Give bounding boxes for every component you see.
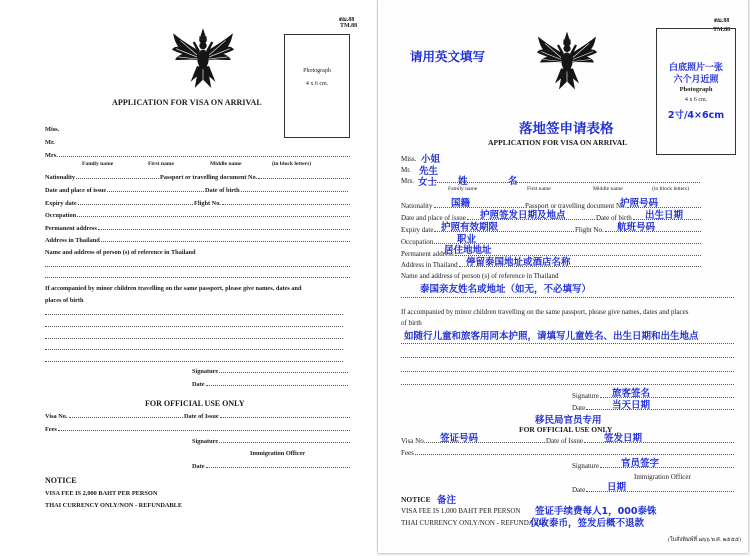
fees-label: Fees xyxy=(45,426,57,433)
form-title: APPLICATION FOR VISA ON ARRIVAL xyxy=(112,98,262,107)
children-fill-line xyxy=(401,357,734,358)
passport-label: Passport or travelling document No. xyxy=(525,202,627,210)
reference-fill-line xyxy=(401,297,734,298)
flight-label: Flight No. xyxy=(194,200,221,207)
form-title: APPLICATION FOR VISA ON ARRIVAL xyxy=(488,138,628,147)
flight-note: 航班号码 xyxy=(617,222,656,233)
flight-label: Flight No. xyxy=(575,226,604,234)
permanent-address-fill-line xyxy=(98,229,350,230)
children-fill-line xyxy=(45,338,343,339)
fees-row xyxy=(401,448,734,457)
family-name-caption: Family name xyxy=(448,186,478,192)
form-title-chinese: 落地签申请表格 xyxy=(519,121,614,137)
passport-row xyxy=(160,172,350,181)
fees-fill-line xyxy=(415,454,734,455)
photo-size-note: 2寸/4×6cm xyxy=(667,110,725,121)
children-label-line1: If accompanied by minor children travelling on the same passport, please give names, dates and xyxy=(45,285,302,292)
occupation-fill-line xyxy=(77,216,350,217)
miss-note: 小姐 xyxy=(421,154,441,165)
occupation-label: Occupation xyxy=(45,212,77,219)
children-fill-line xyxy=(45,314,343,315)
official-signature-row xyxy=(192,436,350,445)
passport-fill-line xyxy=(258,178,350,179)
nationality-label: Nationality xyxy=(401,202,433,210)
official-date-row xyxy=(572,485,734,494)
date-of-issue-fill-line xyxy=(220,417,350,418)
reference-label: Name and address of person (s) of reference in Thailand xyxy=(45,249,196,256)
family-name-caption: Family name xyxy=(82,161,114,167)
currency-notice: THAI CURRENCY ONLY/NON - REFUNDABLE xyxy=(401,519,548,527)
mrs-label: Mrs. xyxy=(401,177,415,185)
form-code: TM.88 xyxy=(713,27,731,33)
passport-label: Passport or travelling document No. xyxy=(160,174,258,181)
form-code-thai: ตม.88 xyxy=(339,17,355,23)
photo-box xyxy=(284,34,350,138)
reference-note: 泰国亲友姓名或地址（如无，不必填写） xyxy=(420,284,592,295)
birth-row xyxy=(205,185,348,194)
form-code: TM.88 xyxy=(340,23,358,29)
reference-label: Name and address of person (s) of reference in Thailand xyxy=(401,272,559,280)
permanent-address-note: 居住地地址 xyxy=(444,245,492,256)
notice-heading: NOTICE xyxy=(45,476,77,485)
middle-name-caption: Middle name xyxy=(210,161,242,167)
visa-no-label: Visa No. xyxy=(45,413,68,420)
children-fill-line xyxy=(45,361,343,362)
nationality-row xyxy=(45,172,159,181)
mrs-row xyxy=(45,150,350,159)
expiry-label: Expiry date xyxy=(401,226,434,234)
photo-label: Photograph xyxy=(303,68,331,74)
children-label-line1: If accompanied by minor children travelling on the same passport, please give names, dates and places xyxy=(401,308,689,316)
surname-note: 姓 xyxy=(458,176,468,187)
garuda-emblem-icon xyxy=(535,31,599,94)
children-fill-line xyxy=(401,384,734,385)
expiry-row xyxy=(45,198,193,207)
mr-note: 先生 xyxy=(419,166,439,177)
expiry-label: Expiry date xyxy=(45,200,77,207)
right-form-page xyxy=(378,0,748,553)
mrs-label: Mrs. xyxy=(45,152,58,159)
occupation-label: Occupation xyxy=(401,238,434,246)
photo-box xyxy=(656,28,736,155)
fees-label: Fees xyxy=(401,449,414,457)
date-row xyxy=(192,379,348,388)
children-label-line2: places of birth xyxy=(45,297,84,304)
children-note: 如随行儿童和旅客用同本护照，请填写儿童姓名、出生日期和出生地点 xyxy=(404,331,699,342)
birth-label: Date of birth xyxy=(596,214,632,222)
children-fill-line xyxy=(45,326,343,327)
nationality-fill-line xyxy=(76,178,159,179)
fees-row xyxy=(45,424,350,433)
visa-no-label: Visa No. xyxy=(401,437,426,445)
address-thailand-fill-line xyxy=(101,241,350,242)
signature-row xyxy=(572,391,734,400)
issue-label: Date and place of issue xyxy=(45,187,107,194)
mrs-row xyxy=(401,176,700,185)
permanent-address-row xyxy=(45,223,350,232)
address-thailand-label: Address in Thailand xyxy=(45,237,100,244)
signature-fill-line xyxy=(219,372,348,373)
name-fill-line xyxy=(435,182,700,183)
official-date-note: 日期 xyxy=(607,482,627,493)
visa-no-fill-line xyxy=(69,417,183,418)
visa-no-row xyxy=(45,411,183,420)
permanent-address-label: Permanent address xyxy=(401,250,454,258)
official-date-row xyxy=(192,461,350,470)
mr-label: Mr. xyxy=(401,166,411,174)
children-fill-line xyxy=(401,371,734,372)
currency-note: 仅收泰币，签发后概不退款 xyxy=(530,518,645,529)
first-name-caption: First name xyxy=(148,161,174,167)
visa-no-note: 签证号码 xyxy=(440,433,479,444)
fill-in-english-note: 请用英文填写 xyxy=(410,49,486,64)
official-signature-note: 官员签字 xyxy=(621,458,660,469)
photo-white-bg-note: 白底照片一张 xyxy=(668,63,723,73)
issue-label: Date and place of issue xyxy=(401,214,466,222)
date-of-issue-note: 签发日期 xyxy=(604,433,643,444)
official-use-note: 移民局官员专用 xyxy=(535,415,602,426)
issue-fill-line xyxy=(107,191,204,192)
miss-label: Miss. xyxy=(45,126,60,133)
signature-label: Signature xyxy=(192,368,219,375)
date-fill-line xyxy=(206,385,348,386)
mrs-note: 女士 xyxy=(418,177,438,188)
photo-size: 4 x 6 cm. xyxy=(305,81,329,87)
mr-label: Mr. xyxy=(45,139,55,146)
official-use-heading: FOR OFFICIAL USE ONLY xyxy=(145,399,245,408)
official-date-fill-line xyxy=(206,467,350,468)
given-name-note: 名 xyxy=(508,176,518,187)
official-date-label: Date xyxy=(192,463,205,470)
currency-notice: THAI CURRENCY ONLY/NON - REFUNDABLE xyxy=(45,502,183,509)
photo-label: Photograph xyxy=(679,86,713,93)
official-use-heading: FOR OFFICIAL USE ONLY xyxy=(519,425,613,434)
fees-fill-line xyxy=(58,430,350,431)
issue-row xyxy=(45,185,204,194)
address-thailand-row xyxy=(45,235,350,244)
notice-heading: NOTICE xyxy=(401,495,431,504)
date-row xyxy=(572,403,734,412)
date-of-issue-row xyxy=(184,411,350,420)
first-name-caption: First name xyxy=(527,186,551,192)
nationality-note: 国籍 xyxy=(451,198,471,209)
birth-fill-line xyxy=(241,191,348,192)
birth-label: Date of birth xyxy=(205,187,240,194)
reference-fill-line xyxy=(45,277,350,278)
official-signature-label: Signature xyxy=(192,438,219,445)
nationality-label: Nationality xyxy=(45,174,76,181)
block-letters-caption: (in block letters) xyxy=(652,186,689,192)
immigration-officer-label: Immigration Officer xyxy=(250,450,306,457)
middle-name-caption: Middle name xyxy=(593,186,623,192)
address-thailand-note: 停留泰国地址或酒店名称 xyxy=(466,257,571,268)
visa-fee-note: 签证手续费每人1，000泰铢 xyxy=(535,506,657,517)
issue-note: 护照签发日期及地点 xyxy=(480,210,566,221)
occupation-row xyxy=(45,210,350,219)
official-signature-fill-line xyxy=(219,442,350,443)
occupation-note: 职业 xyxy=(457,234,477,245)
children-label-line2: of birth xyxy=(401,319,422,327)
photo-recent-note: 六个月近照 xyxy=(673,75,719,85)
miss-label: Miss. xyxy=(401,155,417,163)
permanent-address-label: Permanent address xyxy=(45,225,97,232)
signature-note: 旅客签名 xyxy=(612,388,651,399)
visa-fee-notice: VISA FEE IS 1,000 BAHT PER PERSON xyxy=(401,507,521,515)
signature-label: Signature xyxy=(572,392,599,400)
flight-fill-line xyxy=(222,204,350,205)
block-letters-caption: (in block letters) xyxy=(272,161,312,167)
form-code-thai: ตม.88 xyxy=(714,18,730,24)
notice-note: 备注 xyxy=(437,495,457,506)
birth-note: 出生日期 xyxy=(645,210,684,221)
date-fill-line xyxy=(586,409,734,410)
children-fill-line xyxy=(401,343,734,344)
signature-row xyxy=(192,366,348,375)
children-fill-line xyxy=(45,349,343,350)
name-fill-line xyxy=(59,156,350,157)
date-of-issue-label: Date of Issue xyxy=(546,437,583,445)
flight-row xyxy=(194,198,350,207)
photo-size: 4 x 6 cm. xyxy=(684,97,708,103)
address-thailand-label: Address in Thailand xyxy=(401,261,458,269)
date-label: Date xyxy=(572,404,586,412)
date-of-issue-label: Date of Issue xyxy=(184,413,219,420)
date-note: 当天日期 xyxy=(612,400,651,411)
reference-fill-line xyxy=(45,266,350,267)
print-order: (ใบสั่งพิมพ์ที่ ๗๖๖ พ.ศ. ๒๕๕๕) xyxy=(668,537,741,543)
official-signature-fill-line xyxy=(600,467,734,468)
date-label: Date xyxy=(192,381,205,388)
expiry-fill-line xyxy=(78,204,193,205)
official-date-label: Date xyxy=(572,486,586,494)
passport-note: 护照号码 xyxy=(620,198,659,209)
visa-fee-notice: VISA FEE IS 2,000 BAHT PER PERSON xyxy=(45,490,158,497)
official-signature-label: Signature xyxy=(572,462,599,470)
expiry-note: 护照有效期限 xyxy=(441,222,499,233)
immigration-officer-label: Immigration Officer xyxy=(634,473,691,481)
garuda-emblem-icon xyxy=(170,28,236,92)
